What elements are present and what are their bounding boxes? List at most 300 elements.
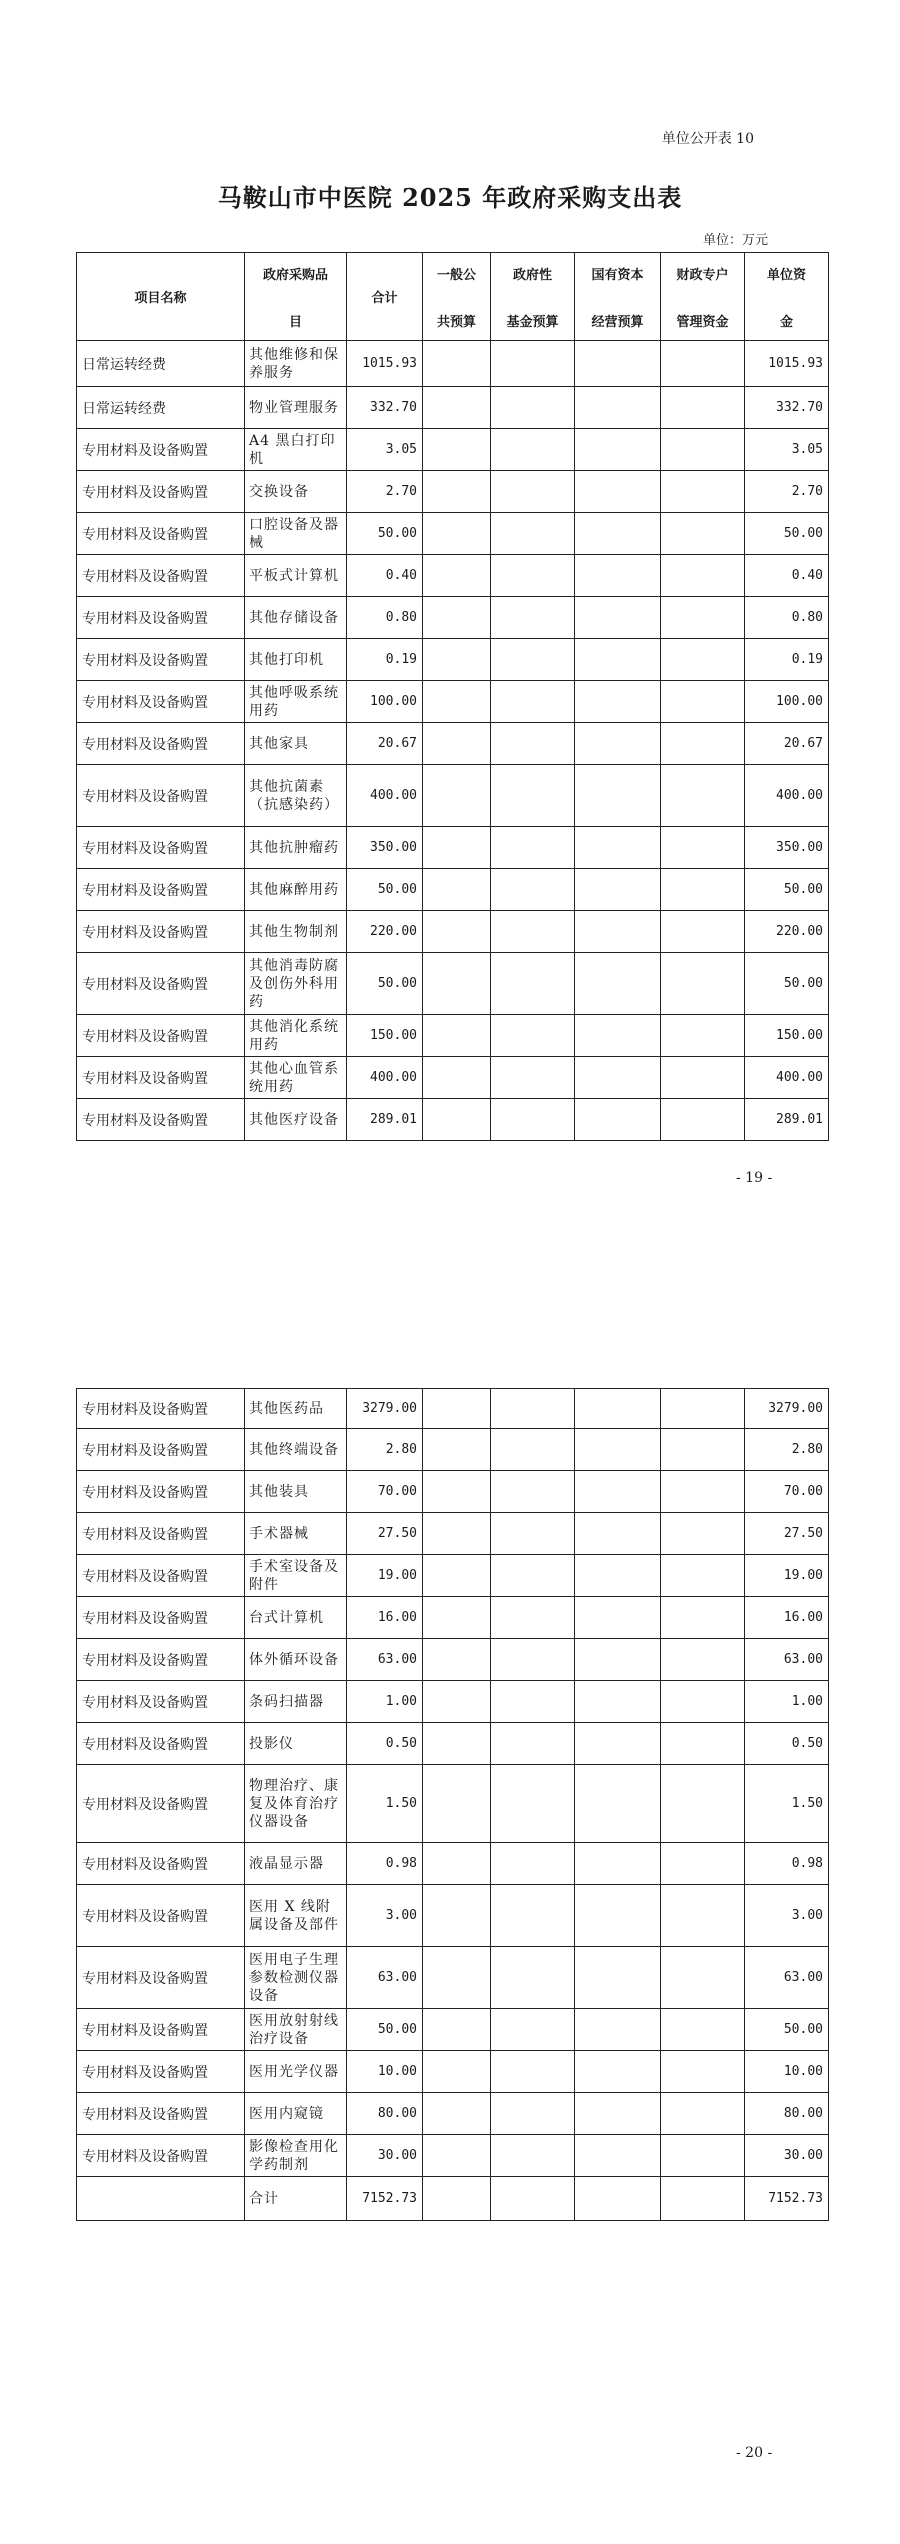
unit-funds-cell: 16.00 — [745, 1597, 829, 1639]
table-row — [77, 387, 829, 429]
total-cell: 50.00 — [347, 2009, 423, 2051]
total-cell: 30.00 — [347, 2135, 423, 2177]
fund-budget-cell — [491, 1015, 575, 1057]
fund-budget-cell — [491, 1099, 575, 1141]
total-cell: 1.00 — [347, 1681, 423, 1723]
project-name-cell: 专用材料及设备购置 — [77, 2009, 245, 2051]
procurement-item-cell: 台式计算机 — [245, 1597, 347, 1639]
unit-funds-cell: 63.00 — [745, 1639, 829, 1681]
procurement-item-cell: 其他医药品 — [245, 1389, 347, 1429]
table-row — [77, 429, 829, 471]
procurement-item-cell: 影像检查用化学药制剂 — [245, 2135, 347, 2177]
state-capital-cell — [575, 911, 661, 953]
project-name-cell: 专用材料及设备购置 — [77, 639, 245, 681]
general-budget-cell — [423, 1681, 491, 1723]
special-account-cell — [661, 765, 745, 827]
unit-funds-cell: 27.50 — [745, 1513, 829, 1555]
total-label-cell: 合计 — [245, 2177, 347, 2221]
general-budget-cell — [423, 341, 491, 387]
general-budget-cell — [423, 387, 491, 429]
total-cell: 2.80 — [347, 1429, 423, 1471]
total-cell: 10.00 — [347, 2051, 423, 2093]
general-budget-cell — [423, 1099, 491, 1141]
total-cell: 19.00 — [347, 1555, 423, 1597]
unit-funds-cell: 0.80 — [745, 597, 829, 639]
general-budget-cell — [423, 953, 491, 1015]
table-row — [77, 1015, 829, 1057]
project-name-cell: 专用材料及设备购置 — [77, 1597, 245, 1639]
table-row — [77, 1597, 829, 1639]
procurement-item-cell: 医用放射射线治疗设备 — [245, 2009, 347, 2051]
total-cell: 400.00 — [347, 1057, 423, 1099]
state-capital-cell — [575, 1471, 661, 1513]
general-budget-cell — [423, 429, 491, 471]
general-budget-cell — [423, 1765, 491, 1843]
state-capital-cell — [575, 597, 661, 639]
table-row — [77, 2093, 829, 2135]
state-capital-cell — [575, 1843, 661, 1885]
state-capital-cell — [575, 1947, 661, 2009]
fund-budget-cell — [491, 869, 575, 911]
general-budget-cell — [423, 597, 491, 639]
project-name-cell: 专用材料及设备购置 — [77, 1389, 245, 1429]
state-capital-cell — [575, 765, 661, 827]
col-unit-funds: 单位资 金 — [745, 253, 829, 341]
general-budget-cell — [423, 2093, 491, 2135]
unit-funds-total-cell: 7152.73 — [745, 2177, 829, 2221]
project-name-cell: 专用材料及设备购置 — [77, 1765, 245, 1843]
table-row — [77, 1765, 829, 1843]
state-capital-cell — [575, 681, 661, 723]
total-cell: 150.00 — [347, 1015, 423, 1057]
procurement-item-cell: 口腔设备及器械 — [245, 513, 347, 555]
table-row — [77, 341, 829, 387]
fund-budget-cell — [491, 2135, 575, 2177]
unit-funds-cell: 100.00 — [745, 681, 829, 723]
table-row — [77, 827, 829, 869]
general-budget-cell — [423, 471, 491, 513]
total-cell: 0.80 — [347, 597, 423, 639]
total-cell: 63.00 — [347, 1947, 423, 2009]
fund-budget-cell — [491, 1765, 575, 1843]
project-name-cell: 专用材料及设备购置 — [77, 1885, 245, 1947]
procurement-item-cell: 体外循环设备 — [245, 1639, 347, 1681]
project-name-cell: 专用材料及设备购置 — [77, 1723, 245, 1765]
state-capital-cell — [575, 1389, 661, 1429]
procurement-item-cell: 条码扫描器 — [245, 1681, 347, 1723]
unit-funds-cell: 70.00 — [745, 1471, 829, 1513]
general-budget-cell — [423, 1947, 491, 2009]
procurement-item-cell: 其他消毒防腐及创伤外科用药 — [245, 953, 347, 1015]
state-capital-cell — [575, 1099, 661, 1141]
project-name-cell: 专用材料及设备购置 — [77, 1555, 245, 1597]
procurement-item-cell: 医用电子生理参数检测仪器设备 — [245, 1947, 347, 2009]
fund-budget-cell — [491, 1471, 575, 1513]
total-cell: 1015.93 — [347, 341, 423, 387]
fund-budget-cell — [491, 681, 575, 723]
special-account-cell — [661, 1597, 745, 1639]
state-capital-cell — [575, 2051, 661, 2093]
procurement-item-cell: 手术器械 — [245, 1513, 347, 1555]
special-account-cell — [661, 869, 745, 911]
state-capital-cell — [575, 513, 661, 555]
unit-label: 单位：万元 — [702, 233, 768, 248]
special-account-cell — [661, 341, 745, 387]
total-cell: 1.50 — [347, 1765, 423, 1843]
page-number: - 19 - — [736, 1170, 773, 1186]
special-account-cell — [661, 1389, 745, 1429]
general-budget-cell — [423, 1015, 491, 1057]
page-number: - 20 - — [736, 2445, 773, 2461]
unit-funds-cell: 2.80 — [745, 1429, 829, 1471]
general-budget-cell — [423, 2135, 491, 2177]
unit-funds-cell: 3279.00 — [745, 1389, 829, 1429]
state-capital-cell — [575, 1639, 661, 1681]
unit-funds-cell: 50.00 — [745, 2009, 829, 2051]
state-capital-cell — [575, 2093, 661, 2135]
table-row — [77, 765, 829, 827]
total-cell: 50.00 — [347, 513, 423, 555]
grand-total-cell: 7152.73 — [347, 2177, 423, 2221]
fund-budget-cell — [491, 953, 575, 1015]
total-cell: 400.00 — [347, 765, 423, 827]
special-account-cell — [661, 1429, 745, 1471]
special-account-cell — [661, 1471, 745, 1513]
fund-budget-cell — [491, 1723, 575, 1765]
project-name-cell: 专用材料及设备购置 — [77, 555, 245, 597]
page-title: 马鞍山市中医院 2025 年政府采购支出表 — [217, 183, 683, 212]
table-row — [77, 911, 829, 953]
unit-funds-cell: 50.00 — [745, 869, 829, 911]
state-capital-cell — [575, 1597, 661, 1639]
table-row — [77, 1723, 829, 1765]
special-account-cell — [661, 2093, 745, 2135]
general-budget-cell — [423, 2009, 491, 2051]
project-name-cell: 专用材料及设备购置 — [77, 1513, 245, 1555]
general-budget-cell — [423, 639, 491, 681]
unit-funds-cell: 63.00 — [745, 1947, 829, 2009]
col-procurement-item: 政府采购品 目 — [245, 253, 347, 341]
general-budget-cell — [423, 869, 491, 911]
procurement-item-cell: 投影仪 — [245, 1723, 347, 1765]
project-name-cell: 专用材料及设备购置 — [77, 513, 245, 555]
procurement-item-cell: 物理治疗、康复及体育治疗仪器设备 — [245, 1765, 347, 1843]
special-account-cell — [661, 681, 745, 723]
general-budget-cell — [423, 1389, 491, 1429]
procurement-item-cell: 其他心血管系统用药 — [245, 1057, 347, 1099]
table-row — [77, 1843, 829, 1885]
total-cell: 0.40 — [347, 555, 423, 597]
special-account-cell — [661, 1015, 745, 1057]
fund-budget-cell — [491, 765, 575, 827]
general-budget-cell — [423, 911, 491, 953]
state-capital-cell — [575, 1429, 661, 1471]
special-account-cell — [661, 387, 745, 429]
general-budget-cell — [423, 681, 491, 723]
total-cell: 20.67 — [347, 723, 423, 765]
table-row — [77, 1885, 829, 1947]
general-budget-cell — [423, 1885, 491, 1947]
total-cell: 70.00 — [347, 1471, 423, 1513]
procurement-item-cell: 物业管理服务 — [245, 387, 347, 429]
unit-funds-cell: 50.00 — [745, 513, 829, 555]
unit-funds-cell: 332.70 — [745, 387, 829, 429]
state-capital-cell — [575, 387, 661, 429]
fund-budget-cell — [491, 1389, 575, 1429]
fund-budget-cell — [491, 597, 575, 639]
general-budget-cell — [423, 2177, 491, 2221]
table-row — [77, 1099, 829, 1141]
general-budget-cell — [423, 1513, 491, 1555]
project-name-cell: 专用材料及设备购置 — [77, 2051, 245, 2093]
total-cell: 27.50 — [347, 1513, 423, 1555]
fund-budget-cell — [491, 1513, 575, 1555]
special-account-cell — [661, 471, 745, 513]
general-budget-cell — [423, 765, 491, 827]
table-row — [77, 1639, 829, 1681]
procurement-item-cell: 医用内窥镜 — [245, 2093, 347, 2135]
unit-funds-cell: 80.00 — [745, 2093, 829, 2135]
special-account-cell — [661, 2135, 745, 2177]
general-budget-cell — [423, 1723, 491, 1765]
fund-budget-cell — [491, 1947, 575, 2009]
unit-funds-cell: 2.70 — [745, 471, 829, 513]
fund-budget-cell — [491, 387, 575, 429]
procurement-item-cell: 医用光学仪器 — [245, 2051, 347, 2093]
project-name-cell: 专用材料及设备购置 — [77, 1099, 245, 1141]
procurement-item-cell: 液晶显示器 — [245, 1843, 347, 1885]
fund-budget-cell — [491, 1885, 575, 1947]
special-account-cell — [661, 911, 745, 953]
project-name-cell: 专用材料及设备购置 — [77, 2093, 245, 2135]
special-account-cell — [661, 639, 745, 681]
procurement-item-cell: 其他麻醉用药 — [245, 869, 347, 911]
unit-funds-cell: 19.00 — [745, 1555, 829, 1597]
state-capital-cell — [575, 2135, 661, 2177]
fund-budget-cell — [491, 1597, 575, 1639]
special-account-cell — [661, 1099, 745, 1141]
project-name-cell: 专用材料及设备购置 — [77, 1015, 245, 1057]
fund-budget-cell — [491, 471, 575, 513]
procurement-item-cell: 平板式计算机 — [245, 555, 347, 597]
project-name-cell: 专用材料及设备购置 — [77, 869, 245, 911]
special-account-cell — [661, 597, 745, 639]
unit-funds-cell: 0.40 — [745, 555, 829, 597]
table-row — [77, 1513, 829, 1555]
fund-budget-cell — [491, 1057, 575, 1099]
col-state-capital: 国有资本 经营预算 — [575, 253, 661, 341]
state-capital-cell — [575, 953, 661, 1015]
table-row — [77, 1681, 829, 1723]
total-row — [77, 2177, 829, 2221]
fund-budget-cell — [491, 911, 575, 953]
project-name-cell: 专用材料及设备购置 — [77, 953, 245, 1015]
project-name-cell: 专用材料及设备购置 — [77, 1639, 245, 1681]
page-label: 单位公开表 10 — [661, 131, 754, 147]
unit-funds-cell: 1.50 — [745, 1765, 829, 1843]
col-total: 合计 — [347, 253, 423, 341]
procurement-item-cell: 其他抗肿瘤药 — [245, 827, 347, 869]
fund-budget-cell — [491, 1639, 575, 1681]
procurement-item-cell: 其他医疗设备 — [245, 1099, 347, 1141]
total-cell: 50.00 — [347, 869, 423, 911]
general-budget-cell — [423, 1555, 491, 1597]
unit-funds-cell: 220.00 — [745, 911, 829, 953]
special-account-cell — [661, 827, 745, 869]
table-row — [77, 869, 829, 911]
special-account-cell — [661, 1681, 745, 1723]
project-name-cell: 专用材料及设备购置 — [77, 429, 245, 471]
unit-funds-cell: 3.00 — [745, 1885, 829, 1947]
general-budget-cell — [423, 555, 491, 597]
project-name-cell: 专用材料及设备购置 — [77, 1681, 245, 1723]
unit-funds-cell: 400.00 — [745, 1057, 829, 1099]
fund-budget-cell — [491, 429, 575, 471]
procurement-item-cell: 其他抗菌素（抗感染药） — [245, 765, 347, 827]
total-cell: 350.00 — [347, 827, 423, 869]
project-name-cell: 专用材料及设备购置 — [77, 471, 245, 513]
state-capital-cell — [575, 869, 661, 911]
procurement-item-cell: 其他家具 — [245, 723, 347, 765]
unit-funds-cell: 350.00 — [745, 827, 829, 869]
state-capital-cell — [575, 1885, 661, 1947]
project-name-cell: 专用材料及设备购置 — [77, 1471, 245, 1513]
general-budget-cell — [423, 1639, 491, 1681]
special-account-cell — [661, 2009, 745, 2051]
state-capital-cell — [575, 1513, 661, 1555]
project-name-cell: 专用材料及设备购置 — [77, 597, 245, 639]
unit-funds-cell: 0.19 — [745, 639, 829, 681]
unit-funds-cell: 150.00 — [745, 1015, 829, 1057]
total-cell: 2.70 — [347, 471, 423, 513]
project-name-cell: 日常运转经费 — [77, 387, 245, 429]
table-row — [77, 597, 829, 639]
state-capital-cell — [575, 827, 661, 869]
total-cell: 332.70 — [347, 387, 423, 429]
procurement-table-page2 — [76, 1388, 829, 2221]
total-cell: 80.00 — [347, 2093, 423, 2135]
unit-funds-cell: 3.05 — [745, 429, 829, 471]
table-body-page1 — [77, 341, 829, 1141]
procurement-item-cell: 医用 X 线附属设备及部件 — [245, 1885, 347, 1947]
general-budget-cell — [423, 1471, 491, 1513]
table-row — [77, 2135, 829, 2177]
fund-budget-cell — [491, 2177, 575, 2221]
state-capital-cell — [575, 2009, 661, 2051]
project-name-cell: 专用材料及设备购置 — [77, 1947, 245, 2009]
table-row — [77, 513, 829, 555]
total-cell: 100.00 — [347, 681, 423, 723]
state-capital-cell — [575, 429, 661, 471]
procurement-item-cell: 其他装具 — [245, 1471, 347, 1513]
state-capital-cell — [575, 471, 661, 513]
special-account-cell — [661, 1639, 745, 1681]
project-name-cell: 专用材料及设备购置 — [77, 1429, 245, 1471]
state-capital-cell — [575, 1723, 661, 1765]
general-budget-cell — [423, 513, 491, 555]
special-account-cell — [661, 1723, 745, 1765]
unit-funds-cell: 10.00 — [745, 2051, 829, 2093]
fund-budget-cell — [491, 2009, 575, 2051]
general-budget-cell — [423, 1057, 491, 1099]
table-row — [77, 681, 829, 723]
fund-budget-cell — [491, 1843, 575, 1885]
procurement-item-cell: 交换设备 — [245, 471, 347, 513]
project-name-cell — [77, 2177, 245, 2221]
special-account-cell — [661, 2177, 745, 2221]
total-cell: 220.00 — [347, 911, 423, 953]
table-row — [77, 471, 829, 513]
project-name-cell: 专用材料及设备购置 — [77, 723, 245, 765]
special-account-cell — [661, 2051, 745, 2093]
state-capital-cell — [575, 1057, 661, 1099]
procurement-item-cell: 其他打印机 — [245, 639, 347, 681]
special-account-cell — [661, 513, 745, 555]
state-capital-cell — [575, 1681, 661, 1723]
table-row — [77, 1947, 829, 2009]
unit-funds-cell: 400.00 — [745, 765, 829, 827]
col-fund-budget: 政府性 基金预算 — [491, 253, 575, 341]
total-cell: 3279.00 — [347, 1389, 423, 1429]
fund-budget-cell — [491, 2093, 575, 2135]
state-capital-cell — [575, 1015, 661, 1057]
table-row — [77, 639, 829, 681]
table-row — [77, 1471, 829, 1513]
procurement-item-cell: A4 黑白打印机 — [245, 429, 347, 471]
fund-budget-cell — [491, 513, 575, 555]
total-cell: 0.98 — [347, 1843, 423, 1885]
fund-budget-cell — [491, 1429, 575, 1471]
state-capital-cell — [575, 639, 661, 681]
table-row — [77, 953, 829, 1015]
col-general-budget: 一般公 共预算 — [423, 253, 491, 341]
procurement-table-page1 — [76, 252, 829, 1141]
fund-budget-cell — [491, 341, 575, 387]
procurement-item-cell: 其他呼吸系统用药 — [245, 681, 347, 723]
project-name-cell: 专用材料及设备购置 — [77, 765, 245, 827]
col-special-account: 财政专户 管理资金 — [661, 253, 745, 341]
general-budget-cell — [423, 1597, 491, 1639]
state-capital-cell — [575, 555, 661, 597]
total-cell: 0.19 — [347, 639, 423, 681]
special-account-cell — [661, 1947, 745, 2009]
total-cell: 16.00 — [347, 1597, 423, 1639]
special-account-cell — [661, 1765, 745, 1843]
procurement-item-cell: 其他维修和保养服务 — [245, 341, 347, 387]
fund-budget-cell — [491, 1555, 575, 1597]
general-budget-cell — [423, 723, 491, 765]
table-row — [77, 1555, 829, 1597]
total-cell: 63.00 — [347, 1639, 423, 1681]
procurement-item-cell: 其他生物制剂 — [245, 911, 347, 953]
unit-funds-cell: 0.50 — [745, 1723, 829, 1765]
state-capital-cell — [575, 1765, 661, 1843]
special-account-cell — [661, 953, 745, 1015]
table-row — [77, 1057, 829, 1099]
header-row — [77, 253, 829, 341]
table-row — [77, 2051, 829, 2093]
special-account-cell — [661, 1843, 745, 1885]
unit-funds-cell: 20.67 — [745, 723, 829, 765]
fund-budget-cell — [491, 1681, 575, 1723]
unit-funds-cell: 30.00 — [745, 2135, 829, 2177]
fund-budget-cell — [491, 555, 575, 597]
table-row — [77, 1389, 829, 1429]
table-body-page2 — [77, 1389, 829, 2221]
unit-funds-cell: 1015.93 — [745, 341, 829, 387]
project-name-cell: 专用材料及设备购置 — [77, 681, 245, 723]
fund-budget-cell — [491, 639, 575, 681]
